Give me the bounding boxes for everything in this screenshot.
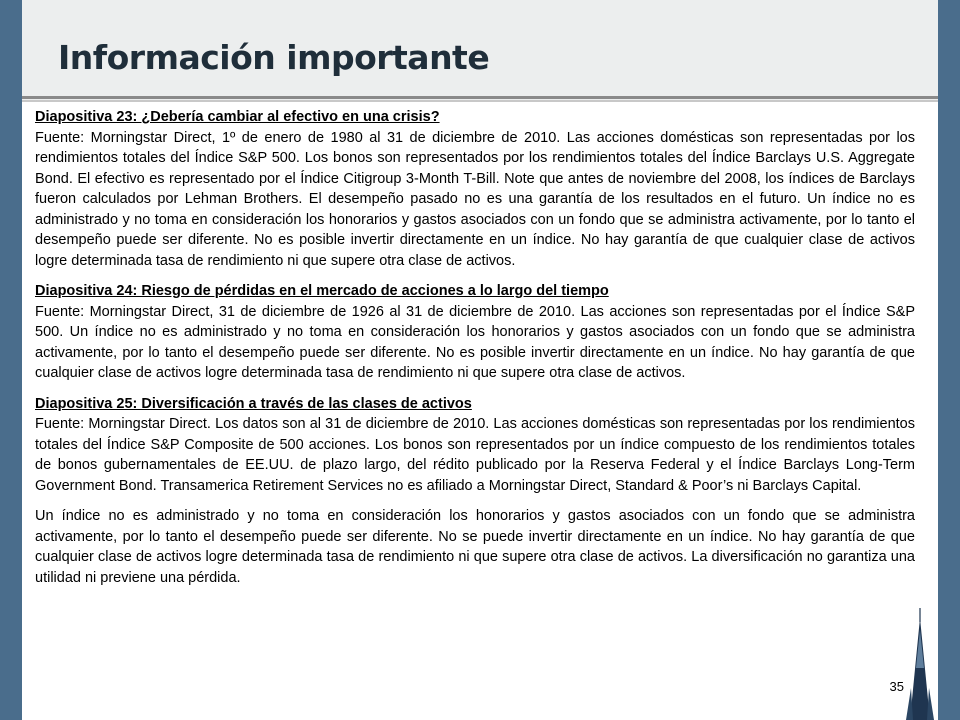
disclosure-text (35, 107, 915, 598)
section-body: Fuente: Morningstar Direct, 1º de enero de 1980 al 31 de diciembre de 2010. Las acciones domésticas son representadas por los rendimientos totales del Índice S&P 500. Los bonos son representados por los rendimientos totales del Índice Barclays U.S. Aggregate Bond. El efectivo es representado por el Índice Citigroup 3-Month T-Bill. Note que antes de noviembre del 2008, los índices de Barclays fueron calculados por Lehman Brothers. El desempeño pasado no es una garantía de los resultados en el futuro. Un índice no es administrado y no toma en consideración los honorarios y gastos asociados con un fondo que se administra activamente, por lo tanto el desempeño puede ser diferente. No es posible invertir directamente en un índice. No hay garantía de que cualquier clase de activos logre determinada tasa de rendimiento ni que supere otra clase de activos. (35, 129, 915, 269)
section-slide-23 (35, 107, 915, 271)
slide (22, 0, 938, 720)
section-slide-24 (35, 281, 915, 384)
section-slide-25 (35, 394, 915, 497)
section-heading: Diapositiva 25: Diversificación a través de las clases de activos (35, 395, 472, 412)
disclaimer-text: Un índice no es administrado y no toma en consideración los honorarios y gastos asociados con un fondo que se administra activamente, por lo tanto el desempeño puede ser diferente. No se puede invertir directamente en un índice. No hay garantía de que cualquier clase de activos logre determinada tasa de rendimiento ni que supere otra clase de activos. La diversificación no garantiza una utilidad ni previene una pérdida. (35, 508, 915, 586)
section-heading: Diapositiva 24: Riesgo de pérdidas en el mercado de acciones a lo largo del tiempo (35, 283, 609, 299)
disclaimer-block (35, 506, 915, 588)
content-area (22, 102, 938, 720)
title-divider (22, 96, 938, 99)
pyramid-logo-icon (902, 608, 938, 720)
page-number: 35 (889, 679, 904, 694)
section-body: Fuente: Morningstar Direct, 31 de diciembre de 1926 al 31 de diciembre de 2010. Las acciones son representadas por el Índice S&P 500. Un índice no es administrado y no toma en consideración los honorarios y gastos asociados con un fondo que se administra activamente, por lo tanto el desempeño puede ser diferente. No es posible invertir directamente en un índice. No hay garantía de que cualquier clase de activos logre determinada tasa de rendimiento ni que supere otra clase de activos. (35, 303, 915, 381)
section-body: Fuente: Morningstar Direct. Los datos son al 31 de diciembre de 2010. Las acciones domésticas son representadas por los rendimientos totales del Índice S&P Composite de 500 acciones. Los bonos son representados por un índice compuesto de los rendimientos totales de bonos gubernamentales de EE.UU. de plazo largo, del rédito publicado por la Reserva Federal y el Índice Barclays Long-Term Government Bond. Transamerica Retirement Services no es afiliado a Morningstar Direct, Standard & Poor’s ni Barclays Capital. (35, 416, 915, 494)
section-heading: Diapositiva 23: ¿Debería cambiar al efectivo en una crisis? (35, 109, 440, 125)
page-title: Información importante (58, 38, 490, 77)
